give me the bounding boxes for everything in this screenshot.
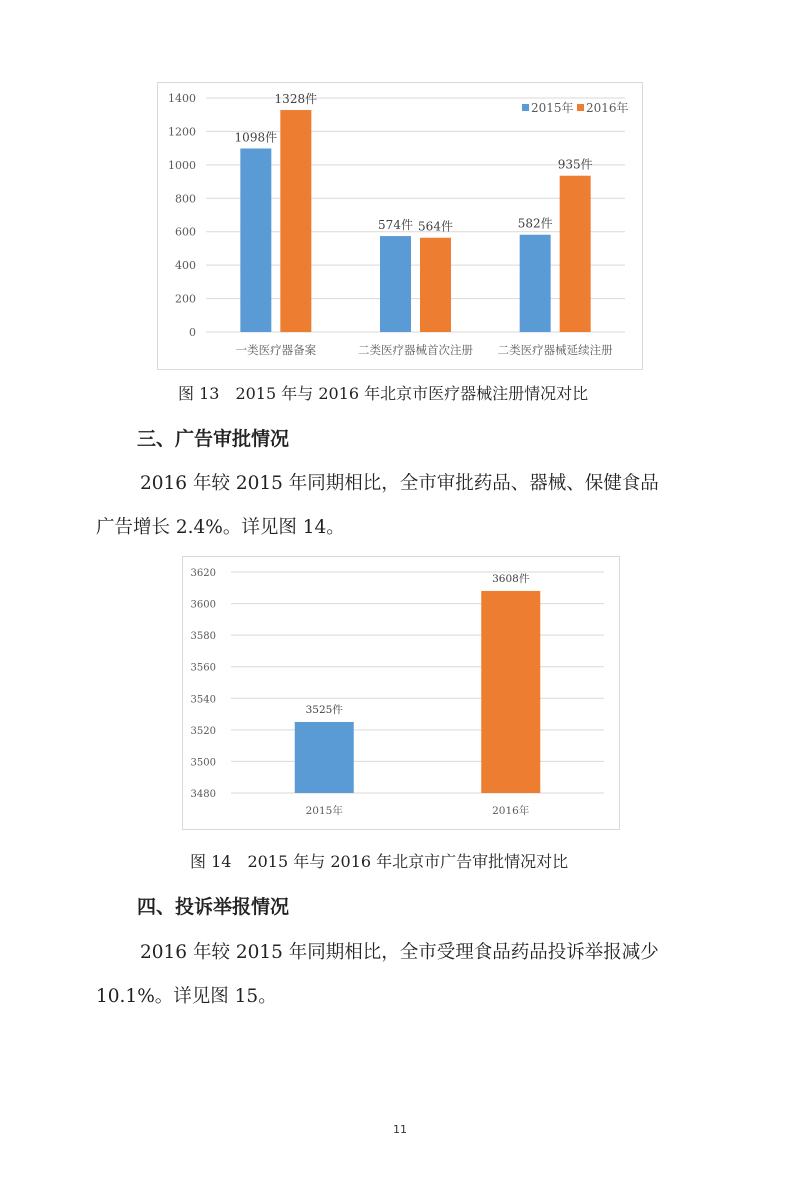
data-label: 3525件: [305, 703, 343, 716]
y-tick-label: 3600: [190, 599, 216, 611]
bar-2016年: [481, 591, 540, 793]
bar-2015年: [295, 722, 354, 793]
bar-2016年-0: [280, 110, 311, 332]
y-tick-label: 400: [175, 259, 196, 273]
figure-14-chart: [182, 556, 620, 830]
y-tick-label: 600: [175, 225, 196, 239]
legend-swatch: [577, 104, 584, 111]
legend-label: 2015年: [531, 101, 574, 115]
y-tick-label: 1200: [168, 125, 196, 139]
y-tick-label: 1400: [168, 92, 196, 105]
bar-2016年-2: [560, 176, 591, 332]
x-category-label: 二类医疗器械延续注册: [497, 343, 613, 357]
section-heading-ad-approval: 三、广告审批情况: [137, 428, 290, 450]
bar-2015年-0: [240, 148, 271, 332]
data-label: 1328件: [274, 92, 318, 107]
y-tick-label: 3620: [190, 568, 216, 579]
data-label: 935件: [557, 157, 593, 172]
legend-swatch: [522, 104, 529, 111]
y-tick-label: 3580: [190, 631, 216, 643]
section-heading-complaints: 四、投诉举报情况: [137, 896, 290, 918]
data-label: 582件: [517, 216, 553, 231]
data-label: 574件: [378, 218, 413, 233]
chart-14-svg: [183, 557, 619, 829]
y-tick-label: 3520: [190, 725, 216, 737]
y-tick-label: 3560: [190, 662, 216, 674]
paragraph-line: 10.1%。详见图 15。: [96, 986, 277, 1007]
figure-13-caption: 图 13 2015 年与 2016 年北京市医疗器械注册情况对比: [178, 384, 589, 403]
paragraph-line: 广告增长 2.4%。详见图 14。: [96, 517, 345, 538]
x-category-label: 二类医疗器械首次注册: [358, 343, 473, 357]
bar-2015年-2: [520, 235, 551, 332]
y-tick-label: 3540: [190, 694, 216, 706]
paragraph-line: 2016 年较 2015 年同期相比，全市受理食品药品投诉举报减少: [140, 942, 659, 963]
data-label: 564件: [418, 219, 453, 234]
chart-13-svg: [158, 83, 642, 369]
bar-2015年-1: [380, 236, 411, 332]
y-tick-label: 0: [189, 326, 196, 339]
legend-label: 2016年: [586, 101, 629, 115]
x-category-label: 2016年: [492, 805, 530, 817]
figure-14-caption: 图 14 2015 年与 2016 年北京市广告审批情况对比: [190, 852, 569, 871]
y-tick-label: 1000: [168, 158, 196, 172]
y-tick-label: 3500: [190, 757, 216, 769]
bar-2016年-1: [420, 238, 451, 332]
figure-13-chart: [157, 82, 643, 370]
y-tick-label: 800: [175, 192, 196, 206]
y-tick-label: 200: [175, 292, 196, 306]
page-number: 11: [393, 1123, 407, 1136]
paragraph-line: 2016 年较 2015 年同期相比，全市审批药品、器械、保健食品: [140, 473, 659, 494]
x-category-label: 2015年: [305, 805, 343, 817]
data-label: 1098件: [234, 130, 278, 145]
x-category-label: 一类医疗器备案: [235, 343, 317, 357]
y-tick-label: 3480: [190, 789, 216, 800]
data-label: 3608件: [492, 572, 530, 585]
